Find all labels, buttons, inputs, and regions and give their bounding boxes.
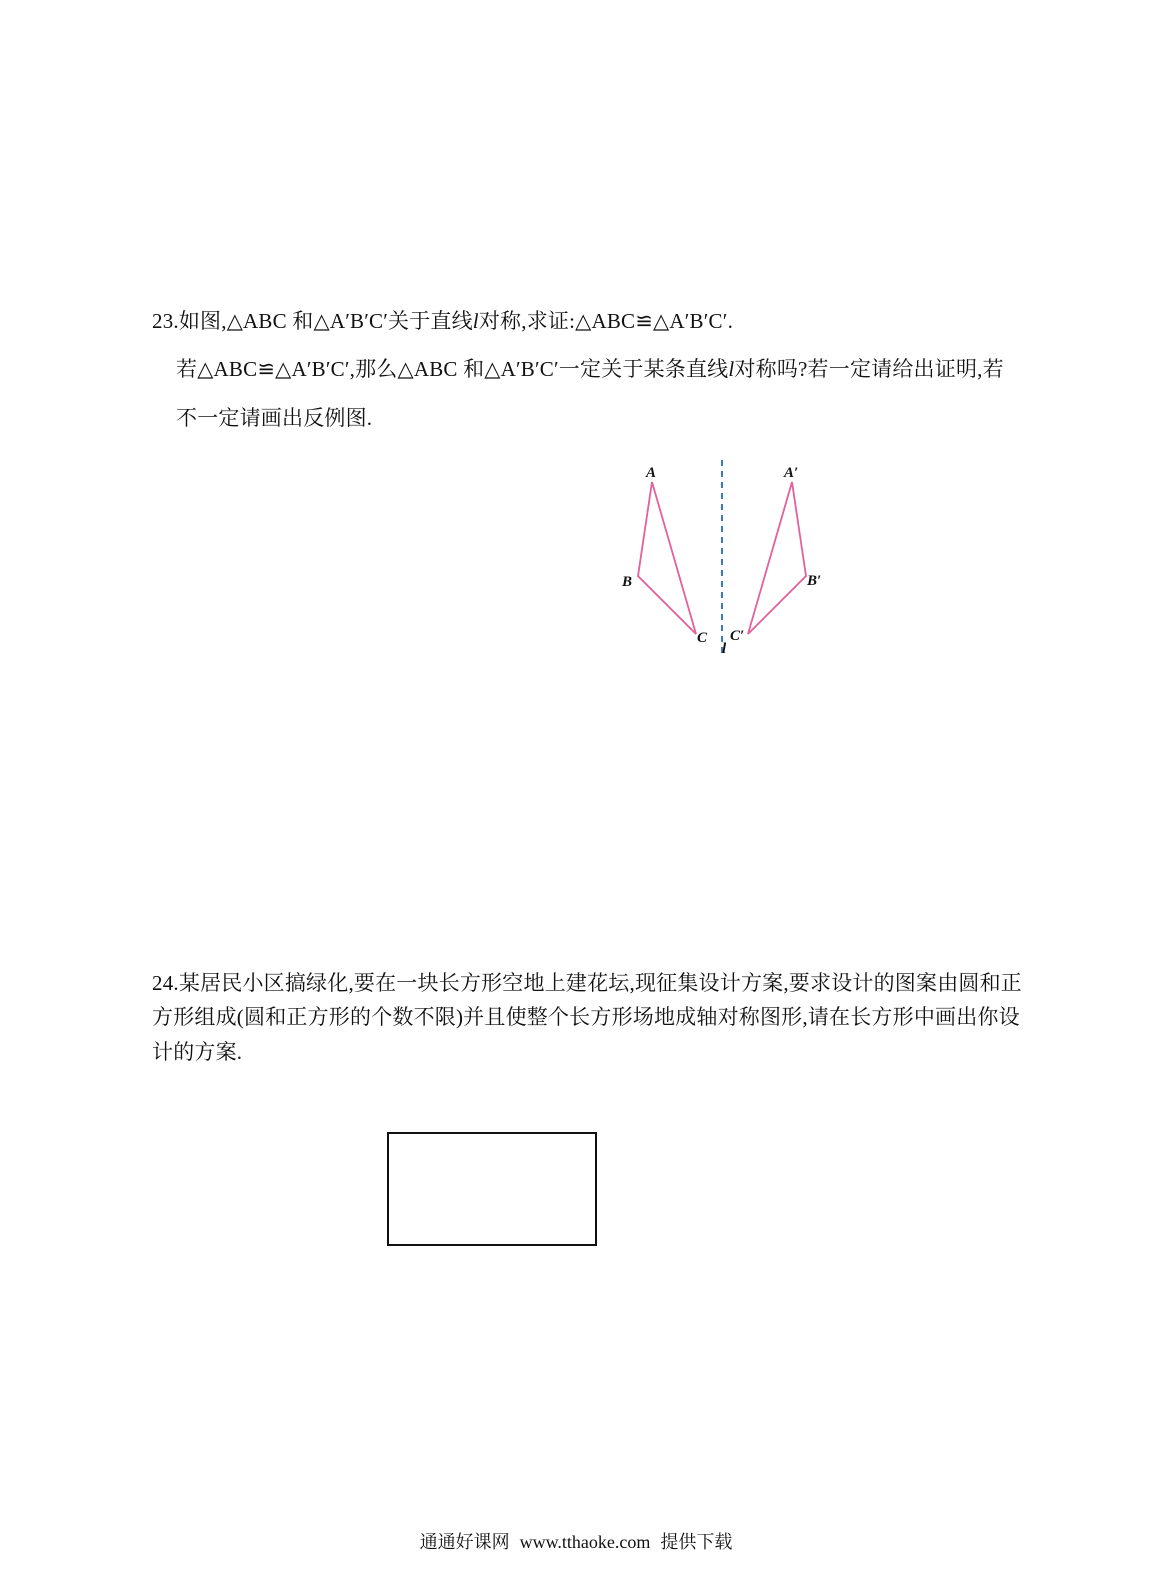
question-24-line-1: 24.某居民小区搞绿化,要在一块长方形空地上建花坛,现征集设计方案,要求设计的图案由圆和正	[152, 971, 1022, 995]
rectangle-design-area	[387, 1132, 597, 1246]
question-24-line-3: 计的方案.	[152, 1040, 243, 1064]
footer-tagline: 提供下载	[660, 1532, 733, 1553]
q23-line-symbol: l	[472, 309, 479, 333]
question-23-line-3: 不一定请画出反例图.	[176, 406, 373, 430]
symmetry-figure	[600, 450, 840, 665]
label-b: B	[622, 574, 633, 590]
q23-line2-suffix: 对称吗?若一定请给出证明,若	[734, 357, 1004, 381]
q23-prefix: 23.如图,△ABC 和△A′B′C′关于直线	[152, 309, 473, 333]
q23-line2-prefix: 若△ABC≌△A′B′C′,那么△ABC 和△A′B′C′一定关于某条直线	[176, 357, 729, 381]
triangle-a-prime-b-prime-c-prime	[748, 482, 806, 634]
label-a-prime: A′	[784, 465, 799, 481]
footer-site-name: 通通好课网	[419, 1532, 510, 1553]
question-23-line-2	[176, 356, 1004, 382]
footer-url[interactable]: www.tthaoke.com	[519, 1532, 651, 1552]
label-b-prime: B′	[807, 573, 822, 589]
q23-suffix: 对称,求证:△ABC≌△A′B′C′.	[478, 309, 734, 333]
question-23-line-1	[152, 308, 733, 334]
label-a: A	[646, 465, 657, 481]
label-axis-l: l	[722, 641, 727, 657]
question-24-line-2: 方形组成(圆和正方形的个数不限)并且使整个长方形场地成轴对称图形,请在长方形中画出你设	[152, 1005, 1020, 1029]
q23-line2-symbol: l	[728, 357, 735, 381]
label-c: C	[697, 630, 708, 646]
page-footer	[0, 1531, 1152, 1554]
triangle-abc	[638, 482, 696, 634]
label-c-prime: C′	[730, 628, 745, 644]
